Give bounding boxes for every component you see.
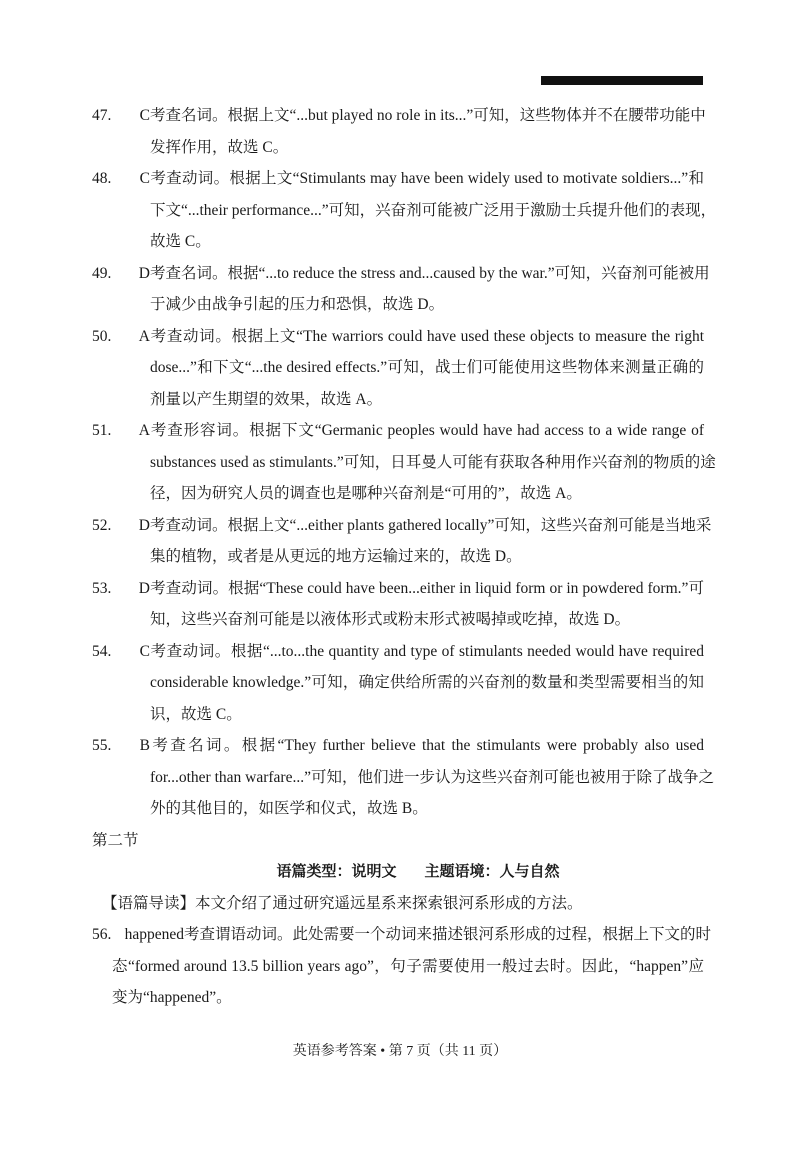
answer-item	[92, 415, 716, 510]
answer-number: 48. C	[92, 170, 150, 187]
answer-line	[92, 415, 704, 447]
answer-number: 52. D	[92, 516, 150, 534]
answer-line: dose...”和下文“...the desired effects.”可知，战士们可能使用这些物体来测量正确的	[150, 359, 704, 376]
answer-item	[92, 100, 704, 163]
answer-line	[92, 573, 704, 605]
answer-number: 55. B	[92, 737, 150, 754]
page-footer: 英语参考答案 • 第 7 页（共 11 页）	[292, 1044, 508, 1059]
passage-heading	[92, 856, 704, 888]
answer-text: 考查动词。根据上文“The warriors could have used these objects to measure the right	[150, 327, 704, 345]
answer-number: 54. C	[92, 642, 150, 660]
answer-number: 56. happened	[92, 926, 184, 943]
answer-text: 考查形容词。根据下文“Germanic peoples would have had access to a wide range of	[150, 422, 704, 439]
answer-line: 径，因为研究人员的调查也是哪种兴奋剂是“可用的”，故选 A。	[150, 485, 582, 502]
answer-text: 考查动词。根据“These could have been...either in liquid form or in powdered form.”可	[150, 579, 704, 597]
answer-text: 考查名词。根据“They further believe that the stimulants were probably also used	[150, 737, 704, 754]
answer-content	[92, 100, 717, 1014]
answer-line: considerable knowledge.”可知，确定供给所需的兴奋剂的数量和类型需要相当的知	[150, 674, 704, 691]
answer-line: 下文“...their performance...”可知，兴奋剂可能被广泛用于激励士兵提升他们的表现，	[150, 201, 717, 219]
answer-line	[92, 258, 710, 290]
header-bar	[541, 76, 703, 85]
answer-item	[92, 636, 704, 731]
answer-line	[92, 163, 704, 195]
answer-item-56	[92, 919, 712, 1014]
answer-line: 剂量以产生期望的效果，故选 A。	[150, 390, 383, 408]
answer-number: 50. A	[92, 327, 150, 345]
answer-text: 考查名词。根据“...to reduce the stress and...caused by the war.”可知，兴奋剂可能被用	[150, 264, 710, 282]
passage-genre: 语篇类型：说明文	[276, 862, 397, 880]
answer-item	[92, 573, 704, 636]
answer-number: 49. D	[92, 264, 150, 282]
section-title: 第二节	[92, 831, 139, 849]
passage-guide: 【语篇导读】本文介绍了通过研究遥远星系来探索银河系形成的方法。	[102, 894, 583, 912]
answer-text: 考查动词。根据“...to...the quantity and type of stimulants needed would have required	[150, 642, 704, 660]
answer-line: 故选 C。	[150, 233, 211, 250]
answer-item	[92, 321, 704, 416]
answer-number: 53. D	[92, 579, 150, 597]
answer-item	[92, 510, 712, 573]
answer-line: 于减少由战争引起的压力和恐惧，故选 D。	[150, 296, 445, 313]
answer-line	[92, 730, 704, 762]
answer-line	[92, 636, 704, 668]
answer-line	[92, 510, 712, 542]
answer-line	[92, 919, 712, 951]
answer-line: 态“formed around 13.5 billion years ago”，句子需要使用一般过去时。因此，“happen”应	[112, 957, 704, 975]
answer-item	[92, 258, 710, 321]
answer-text: 考查名词。根据上文“...but played no role in its...”可知，这些物体并不在腰带功能中	[150, 107, 706, 124]
answer-line	[92, 100, 704, 132]
answer-number: 51. A	[92, 422, 150, 439]
answer-line: 知，这些兴奋剂可能是以液体形式或粉末形式被喝掉或吃掉，故选 D。	[150, 611, 631, 628]
answer-line: substances used as stimulants.”可知，日耳曼人可能有获取各种用作兴奋剂的物质的途	[150, 453, 716, 471]
answer-line: 变为“happened”。	[112, 989, 232, 1006]
answer-number: 47. C	[92, 107, 150, 124]
answer-line: 发挥作用，故选 C。	[150, 138, 289, 156]
answer-text: 考查谓语动词。此处需要一个动词来描述银河系形成的过程，根据上下文的时	[184, 926, 712, 943]
answer-item	[92, 730, 714, 825]
answer-text: 考查动词。根据上文“Stimulants may have been widely used to motivate soldiers...”和	[150, 170, 704, 187]
answer-line: 识，故选 C。	[150, 705, 242, 723]
answer-list	[92, 100, 717, 825]
answer-line	[92, 321, 704, 353]
answer-line: 外的其他目的，如医学和仪式，故选 B。	[150, 800, 428, 817]
answer-line: 集的植物，或者是从更远的地方运输过来的，故选 D。	[150, 548, 522, 565]
answer-text: 考查动词。根据上文“...either plants gathered locally”可知，这些兴奋剂可能是当地采	[150, 516, 712, 534]
passage-theme: 主题语境：人与自然	[424, 862, 560, 880]
answer-item	[92, 163, 717, 258]
answer-line: for...other than warfare...”可知，他们进一步认为这些兴奋剂可能也被用于除了战争之	[150, 768, 714, 786]
